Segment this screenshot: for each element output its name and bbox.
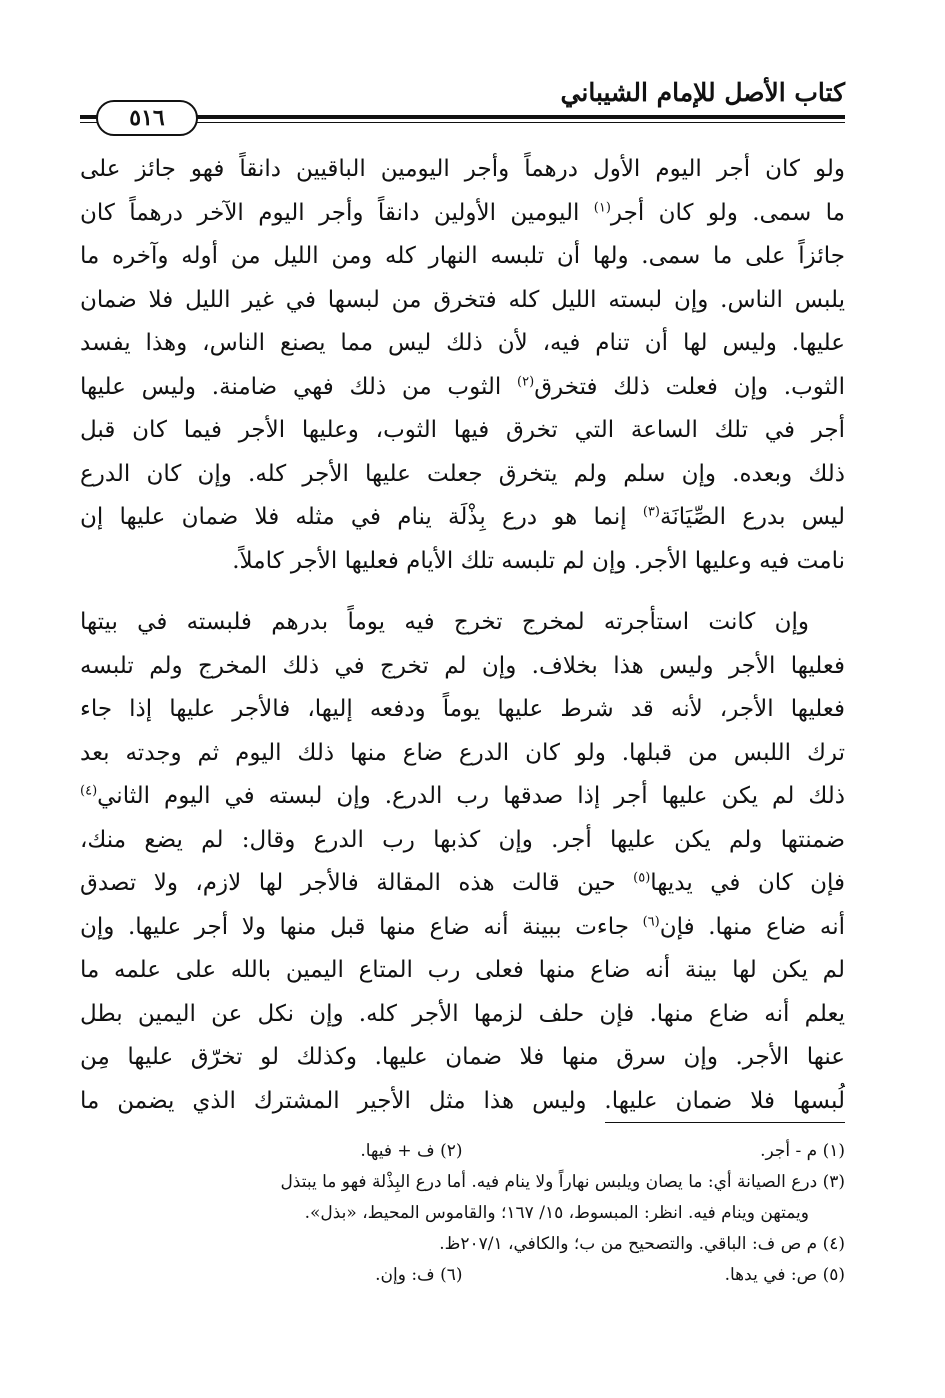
text-line: لم يكن لها بينة أنه ضاع منها فعلى رب المتاع اليمين بالله على علمه ما (80, 957, 845, 983)
footnote-marker-3[interactable]: (٣) (642, 504, 660, 520)
text-line: جائزاً على ما سمى. ولها أن تلبسه النهار كله ومن الليل من أوله وآخره ما (80, 243, 845, 269)
book-title: كتاب الأصل للإمام الشيباني (560, 78, 845, 107)
text-line: ولو كان أجر اليوم الأول درهماً وأجر اليومين الباقيين دانقاً فهو جائز على (80, 156, 845, 182)
text-line: ذلك وبعده. وإن سلم ولم يتخرق جعلت عليها الأجر كله. وإن كان الدرع (80, 460, 845, 487)
footnote-4: (٤) م ص ف: الباقي. والتصحيح من ب؛ والكافي، ٢٠٧/١ظ. (439, 1234, 845, 1254)
paragraph-1 (80, 148, 845, 583)
text-line: ضمنتها ولم يكن عليها أجر. وإن كذبها رب الدرع وقال: لم يضع منك، (80, 826, 845, 853)
footnotes (80, 1136, 845, 1291)
footnote-marker-1[interactable]: (١) (593, 199, 611, 215)
footnote-marker-2[interactable]: (٢) (517, 373, 535, 389)
footnote-marker-5[interactable]: (٥) (633, 870, 651, 886)
text-line: فعليها الأجر وليس هذا بخلاف. وإن لم تخرج في ذلك المخرج ولم تلبسه (80, 652, 845, 679)
footnote-row (80, 1136, 845, 1167)
text-line: ترك اللبس من قبلها. ولو كان الدرع ضاع منها ذلك اليوم ثم وجدته بعد (80, 739, 845, 766)
page-header (80, 70, 845, 130)
text-line: أنه ضاع منها. فإن$^{(٦)}$ جاءت ببينة أنه ضاع منها قبل منها ولا أجر عليها. وإن (80, 913, 846, 940)
text-line: ما سمى. ولو كان أجر$^{(١)}$ اليومين الأولين دانقاً وأجر اليوم الآخر درهماً كان (80, 199, 846, 226)
text-line: يلبس الناس. وإن لبسته الليل كله فتخرق من لبسها في غير الليل فلا ضمان (80, 286, 845, 313)
main-text (80, 148, 845, 1123)
footnote-marker-6[interactable]: (٦) (642, 913, 660, 929)
text-line: ذلك لم يكن عليها أجر إذا صدقها رب الدرع. وإن لبسته في اليوم الثاني$^{(٤)}$ (80, 783, 845, 809)
footnote-row (80, 1260, 845, 1291)
text-line: لُبسها فلا ضمان عليها. وليس هذا مثل الأجير المشترك الذي يضمن ما (80, 1087, 845, 1114)
text-line: فعليها الأجر، لأنه قد شرط عليها يوماً ودفعه إليها، فالأجر عليها إذا جاء (80, 696, 845, 722)
text-line: يعلم أنه ضاع منها. فإن حلف لزمها الأجر كله. وإن نكل عن اليمين بطل (80, 1000, 845, 1027)
text-line: نامت فيه وعليها الأجر. وإن لم تلبسه تلك الأيام فعليها الأجر كاملاً. (232, 547, 845, 574)
paragraph-2 (80, 601, 845, 1123)
page-number: ٥١٦ (96, 100, 198, 136)
text-line: ليس بدرع الصِّيَانَة$^{(٣)}$ إنما هو درع بِذْلَة ينام في مثله فلا ضمان عليها إن (80, 504, 845, 530)
footnote-5: (٥) ص: في يدها. (724, 1265, 845, 1285)
text-line: عليها. وليس لها أن تنام فيه، لأن ذلك ليس مما يصنع الناس، وهذا يفسد (80, 330, 845, 356)
footnote-separator (605, 1122, 845, 1123)
footnote-3: (٣) درع الصيانة أي: ما يصان ويلبس نهاراً ولا ينام فيه. أما درع البِذْلة فهو ما يبتذل ويمتهن وينام فيه. انظر: المبسوط، ١٥/ ١٦٧؛ والقاموس المحيط، «بذل». (280, 1172, 845, 1223)
text-line: أجر في تلك الساعة التي تخرق فيها الثوب، وعليها الأجر فيما كان قبل (80, 417, 845, 443)
text-line: فإن كان في يديها$^{(٥)}$ حين قالت هذه المقالة فالأجر لها لازم، ولا تصدق (80, 870, 845, 896)
footnote-6: (٦) ف: وإن. (375, 1265, 463, 1285)
text-line: الثوب. وإن فعلت ذلك فتخرق$^{(٢)}$ الثوب من ذلك فهي ضامنة. وليس عليها (80, 373, 845, 400)
text-line: وإن كانت استأجرته لمخرج تخرج فيه يوماً بدرهم فلبسته في بيتها (80, 609, 809, 635)
footnote-marker-4[interactable]: (٤) (80, 783, 98, 799)
text-line: عنها الأجر. وإن سرق منها فلا ضمان عليها. وكذلك لو تخرّق عليها مِن (80, 1044, 845, 1070)
footnote-2: (٢) ف + فيها. (360, 1141, 463, 1161)
footnote-1: (١) م - أجر. (760, 1141, 845, 1161)
